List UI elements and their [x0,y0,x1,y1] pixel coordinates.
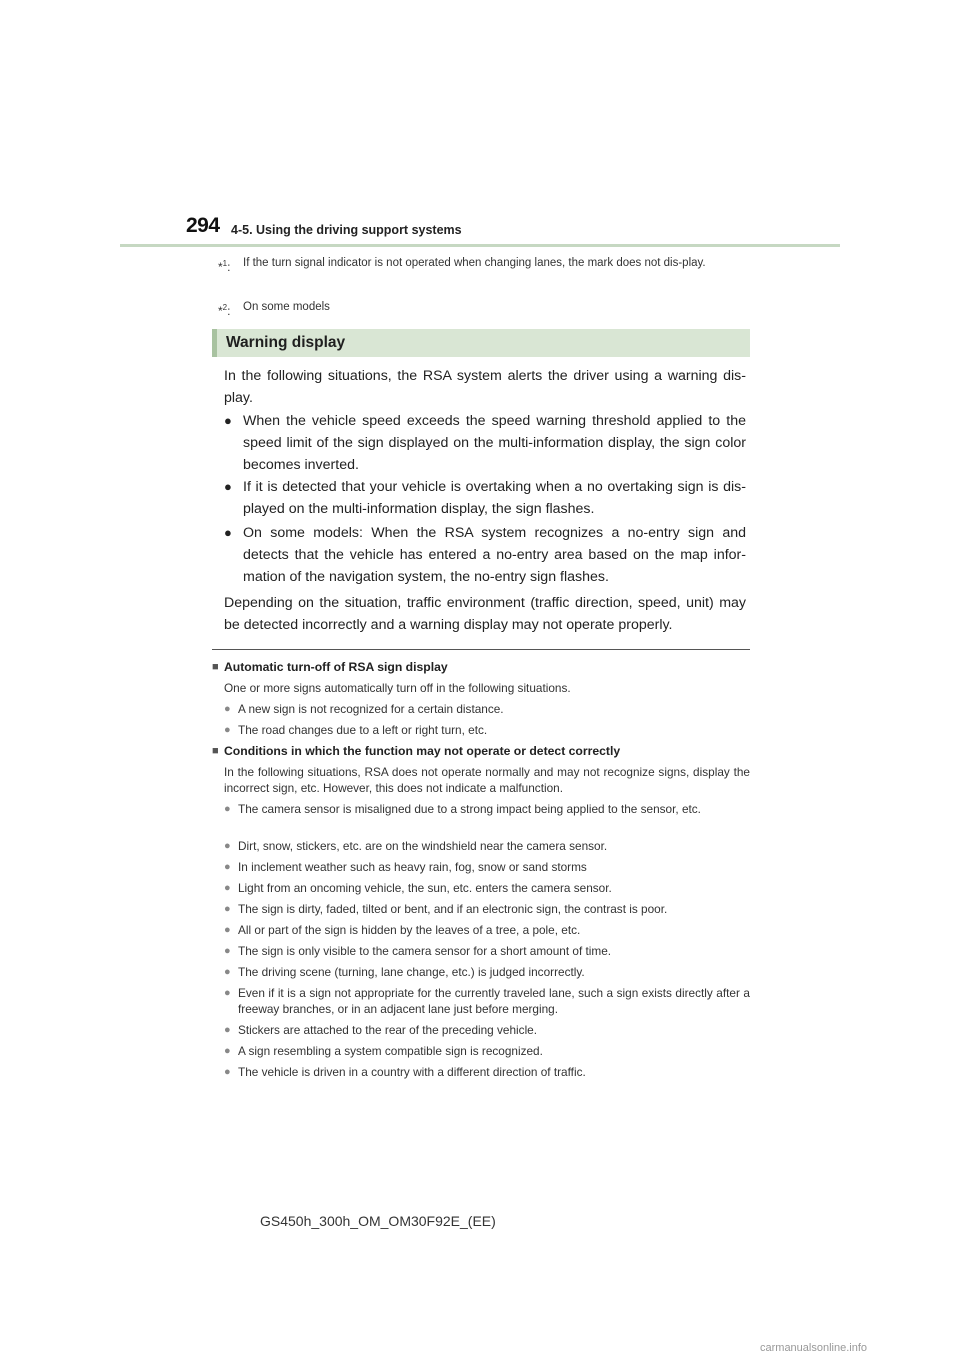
bullet-icon: ● [224,882,231,894]
bullet-icon: ● [224,703,231,715]
warning-display-heading [212,329,750,357]
square-bullet-icon: ■ [212,661,219,673]
warning-bullet-text: On some models: When the RSA system recognizes a no-entry sign and detects that the vehicle has entered a no-entry area based on the map infor-mation of the navigation system, the no-entry sign flashes. [243,525,746,585]
warning-display-heading-text: Warning display [226,334,346,351]
warning-bullet-text: When the vehicle speed exceeds the speed warning threshold applied to the speed limit of the sign displayed on the multi-information display, the sign color becomes inverted. [243,413,746,473]
bullet-icon: ● [224,525,232,540]
warning-closing: Depending on the situation, traffic environment (traffic direction, speed, unit) may be detected incorrectly and a warning display may not operate properly. [224,595,746,633]
bullet-icon: ● [224,1045,231,1057]
bullet-icon: ● [224,861,231,873]
note-title-auto-off: ■ Automatic turn-off of RSA sign display [212,660,448,674]
bullet-icon: ● [224,1066,231,1078]
note-bullet: ● Dirt, snow, stickers, etc. are on the windshield near the camera sensor. [224,839,608,853]
footnote-mark: *$^1$: [218,259,231,274]
note-bullet: ● The road changes due to a left or right turn, etc. [224,723,488,737]
bullet-icon: ● [224,840,231,852]
page-number: 294 [186,214,220,237]
note-bullet: ● Even if it is a sign not appropriate for the currently traveled lane, such a sign exists directly after a freeway branches, or in an adjacent lane just before merging. [224,986,750,1016]
bullet-icon: ● [224,966,231,978]
footnote-text: On some models [243,301,330,313]
bullet-icon: ● [224,987,231,999]
section-title: 4-5. Using the driving support systems [231,223,462,237]
warning-bullet-2 [224,476,746,520]
bullet-icon: ● [224,1024,231,1036]
footnote-2 [218,299,748,316]
footnote-mark: *$^2$: [218,303,231,318]
header-rule [120,244,840,247]
note-text-auto-off: One or more signs automatically turn off in the following situations. [224,681,571,695]
warning-intro: In the following situations, the RSA system alerts the driver using a warning dis-play. [224,368,746,406]
square-bullet-icon: ■ [212,745,219,757]
note-bullet: ● The vehicle is driven in a country with a different direction of traffic. [224,1065,586,1079]
bullet-icon: ● [224,724,231,736]
note-bullet: ● All or part of the sign is hidden by the leaves of a tree, a pole, etc. [224,923,581,937]
bullet-icon: ● [224,803,231,815]
note-bullet: ● In inclement weather such as heavy rain, fog, snow or sand storms [224,860,587,874]
note-bullet: ● A sign resembling a system compatible sign is recognized. [224,1044,543,1058]
bullet-icon: ● [224,479,232,494]
note-bullet: ● The sign is dirty, faded, tilted or bent, and if an electronic sign, the contrast is poor. [224,902,668,916]
bullet-icon: ● [224,903,231,915]
page-header [186,214,840,244]
warning-bullet-3 [224,522,746,588]
note-bullet: ● Light from an oncoming vehicle, the sun, etc. enters the camera sensor. [224,881,612,895]
bullet-icon: ● [224,945,231,957]
notes-divider [212,649,750,650]
note-bullet: ● The driving scene (turning, lane change, etc.) is judged incorrectly. [224,965,585,979]
footnote-1 [218,255,748,272]
footnote-text: If the turn signal indicator is not operated when changing lanes, the mark does not dis-play. [243,257,706,269]
warning-bullet-1 [224,410,746,476]
note-bullet: ● The sign is only visible to the camera sensor for a short amount of time. [224,944,612,958]
note-text-conditions: In the following situations, RSA does not operate normally and may not recognize signs, display the incorrect sign, etc. However, this does not indicate a malfunction. [224,765,750,795]
watermark-text: carmanualsonline.info [760,1342,868,1354]
bullet-icon: ● [224,413,232,428]
bullet-icon: ● [224,924,231,936]
note-title-conditions: ■ Conditions in which the function may not operate or detect correctly [212,744,621,758]
warning-bullet-text: If it is detected that your vehicle is overtaking when a no overtaking sign is dis-played on the multi-information display, the sign flashes. [243,479,746,517]
note-bullet: ● The camera sensor is misaligned due to a strong impact being applied to the sensor, etc. [224,802,701,816]
document-code: GS450h_300h_OM_OM30F92E_(EE) [260,1213,496,1229]
note-bullet: ● Stickers are attached to the rear of the preceding vehicle. [224,1023,538,1037]
note-bullet: ● A new sign is not recognized for a certain distance. [224,702,504,716]
